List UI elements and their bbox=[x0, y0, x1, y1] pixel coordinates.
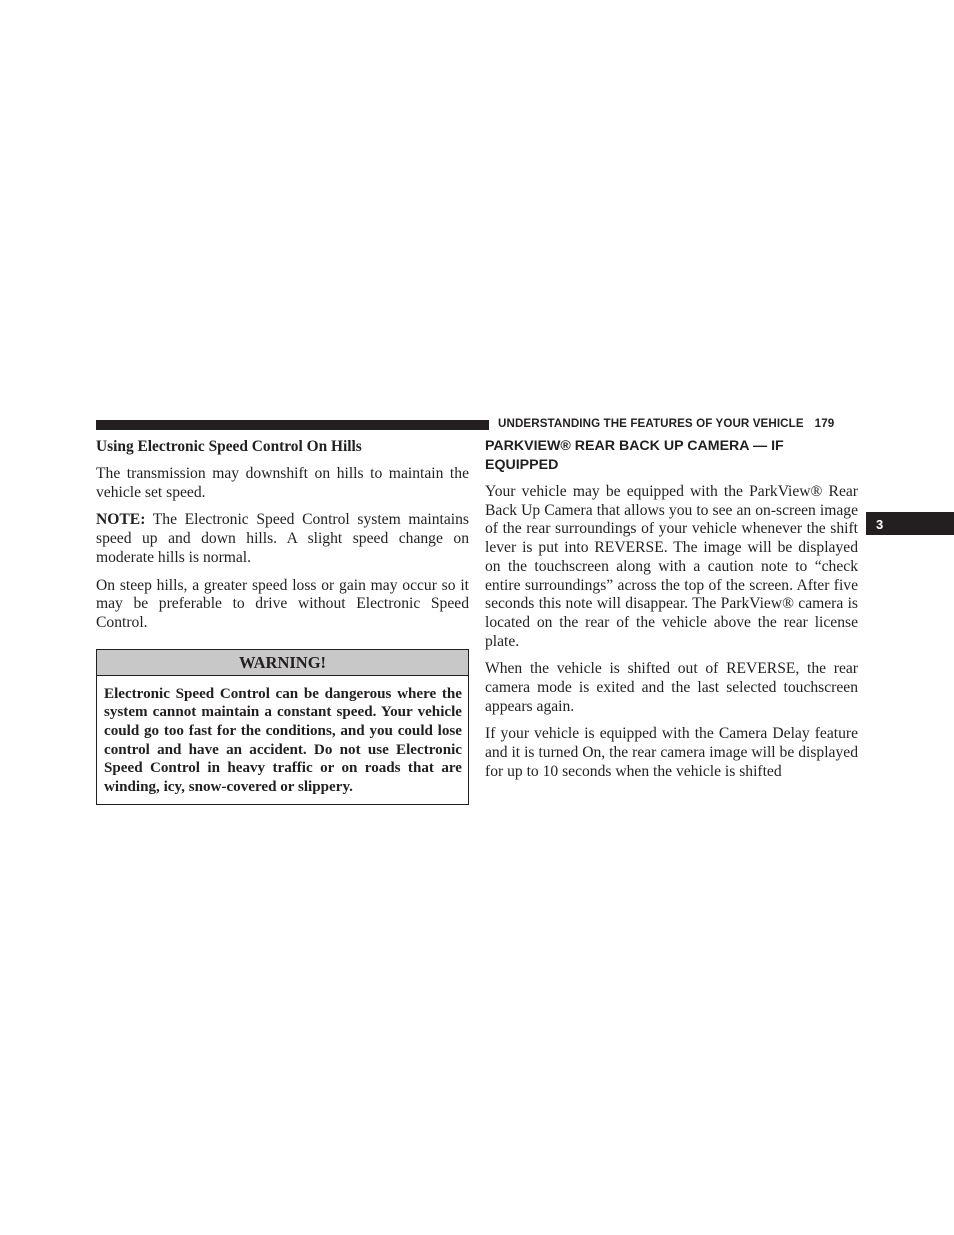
section-title: UNDERSTANDING THE FEATURES OF YOUR VEHICLE bbox=[498, 417, 804, 430]
header-rule bbox=[96, 420, 489, 430]
paragraph: On steep hills, a greater speed loss or gain may occur so it may be preferable to drive without Electronic Speed Control. bbox=[96, 576, 469, 631]
warning-box bbox=[96, 649, 469, 805]
warning-title: WARNING! bbox=[97, 650, 468, 676]
paragraph: Your vehicle may be equipped with the ParkView® Rear Back Up Camera that allows you to see an on-screen image of the rear surroundings of your vehicle whenever the shift lever is put into REVERSE. The image will be displayed on the touchscreen along with a caution note to “check entire surroundings” across the top of the screen. After five seconds this note will disappear. The ParkView® camera is located on the rear of the vehicle above the rear license plate. bbox=[485, 483, 858, 650]
warning-body: Electronic Speed Control can be dangerous where the system cannot maintain a constant speed. Your vehicle could go too fast for the conditions, and you could lose control and have an accident. Do not use Electronic Speed Control in heavy traffic or on roads that are winding, icy, snow-covered or slippery. bbox=[104, 685, 462, 796]
chapter-tab: 3 bbox=[866, 512, 954, 535]
page-number: 179 bbox=[814, 417, 835, 430]
note-text: The Electronic Speed Control system maintains speed up and down hills. A slight speed change on moderate hills is normal. bbox=[96, 511, 469, 566]
right-column bbox=[485, 437, 858, 791]
paragraph: When the vehicle is shifted out of REVERSE, the rear camera mode is exited and the last selected touchscreen appears again. bbox=[485, 660, 858, 715]
paragraph: The transmission may downshift on hills to maintain the vehicle set speed. bbox=[96, 465, 469, 501]
note-label: NOTE: bbox=[96, 511, 146, 529]
subheading: Using Electronic Speed Control On Hills bbox=[96, 438, 362, 455]
running-header bbox=[498, 417, 858, 430]
note-paragraph bbox=[96, 511, 469, 567]
section-heading: PARKVIEW® REAR BACK UP CAMERA — IF EQUIPPED bbox=[485, 438, 784, 473]
paragraph: If your vehicle is equipped with the Camera Delay feature and it is turned On, the rear camera image will be displayed for up to 10 seconds when the vehicle is shifted bbox=[485, 725, 858, 780]
left-column bbox=[96, 437, 469, 805]
